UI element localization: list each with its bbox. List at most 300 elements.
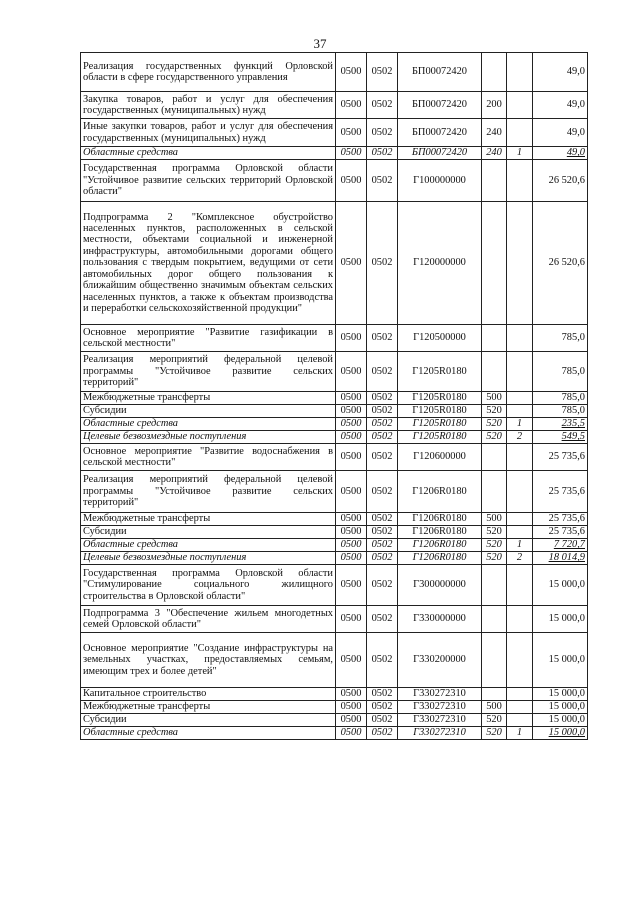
section-code: 0500 xyxy=(340,701,362,713)
target-article-code: Г120600000 xyxy=(413,451,466,463)
table-row xyxy=(81,633,588,688)
row-description: Областные средства xyxy=(83,727,179,739)
amount: 15 000,0 xyxy=(548,688,585,700)
section-code: 0500 xyxy=(340,579,362,591)
subsection-code: 0502 xyxy=(371,539,393,551)
amount: 549,5 xyxy=(561,431,585,443)
target-article-code-cell xyxy=(398,405,482,418)
row-description: Целевые безвозмездные поступления xyxy=(83,552,247,564)
amount: 15 000,0 xyxy=(548,579,585,591)
target-article-code: Г1205R0180 xyxy=(412,431,467,443)
subsection-code-cell xyxy=(367,714,398,727)
subsection-code: 0502 xyxy=(371,714,393,726)
target-article-code-cell xyxy=(398,539,482,552)
funding-source-code-cell xyxy=(507,701,533,714)
target-article-code: Г1206R0180 xyxy=(412,485,467,497)
funding-source-code-cell xyxy=(507,160,533,202)
expense-type-code-cell xyxy=(482,325,507,352)
amount-cell xyxy=(533,688,588,701)
target-article-code: Г1206R0180 xyxy=(412,552,467,564)
row-description: Субсидии xyxy=(83,714,127,726)
subsection-code: 0502 xyxy=(371,418,393,430)
subsection-code: 0502 xyxy=(371,147,393,159)
funding-source-code-cell xyxy=(507,606,533,633)
target-article-code-cell xyxy=(398,526,482,539)
section-code-cell xyxy=(336,160,367,202)
amount-cell xyxy=(533,513,588,526)
amount-cell xyxy=(533,325,588,352)
amount-cell xyxy=(533,526,588,539)
expense-type-code-cell xyxy=(482,526,507,539)
row-description: Подпрограмма 3 "Обеспечение жильем многодетных семей Орловской области" xyxy=(83,607,333,630)
amount-cell xyxy=(533,565,588,606)
expense-type-code: 520 xyxy=(486,431,502,443)
target-article-code: Г330272310 xyxy=(413,688,466,700)
section-code: 0500 xyxy=(340,539,362,551)
row-description-cell xyxy=(81,714,336,727)
amount: 49,0 xyxy=(566,126,585,138)
budget-table xyxy=(80,52,588,740)
subsection-code: 0502 xyxy=(371,174,393,186)
subsection-code: 0502 xyxy=(371,579,393,591)
target-article-code-cell xyxy=(398,325,482,352)
target-article-code-cell xyxy=(398,160,482,202)
section-code-cell xyxy=(336,392,367,405)
section-code-cell xyxy=(336,526,367,539)
expense-type-code-cell xyxy=(482,53,507,92)
table-row xyxy=(81,539,588,552)
expense-type-code: 520 xyxy=(486,539,502,551)
section-code-cell xyxy=(336,727,367,740)
section-code-cell xyxy=(336,352,367,392)
row-description-cell xyxy=(81,325,336,352)
funding-source-code-cell xyxy=(507,633,533,688)
amount: 18 014,9 xyxy=(548,552,585,564)
subsection-code: 0502 xyxy=(371,332,393,344)
row-description: Государственная программа Орловской области "Устойчивое развитие сельских территорий Орловской области" xyxy=(83,163,333,198)
row-description: Реализация государственных функций Орловской области в сфере государственного управления xyxy=(83,60,333,83)
funding-source-code-cell xyxy=(507,352,533,392)
table-row xyxy=(81,471,588,513)
subsection-code: 0502 xyxy=(371,552,393,564)
amount: 26 520,6 xyxy=(548,174,585,186)
target-article-code: Г1205R0180 xyxy=(412,418,467,430)
expense-type-code: 520 xyxy=(486,552,502,564)
section-code-cell xyxy=(336,552,367,565)
section-code: 0500 xyxy=(340,405,362,417)
target-article-code: БП00072420 xyxy=(411,66,468,78)
expense-type-code-cell xyxy=(482,147,507,160)
target-article-code-cell xyxy=(398,352,482,392)
table-row xyxy=(81,325,588,352)
expense-type-code-cell xyxy=(482,431,507,444)
target-article-code-cell xyxy=(398,606,482,633)
table-row xyxy=(81,392,588,405)
subsection-code: 0502 xyxy=(371,99,393,111)
expense-type-code: 520 xyxy=(486,526,502,538)
section-code: 0500 xyxy=(340,418,362,430)
expense-type-code: 520 xyxy=(486,405,502,417)
section-code: 0500 xyxy=(340,392,362,404)
expense-type-code-cell xyxy=(482,352,507,392)
row-description-cell xyxy=(81,418,336,431)
row-description-cell xyxy=(81,160,336,202)
funding-source-code-cell xyxy=(507,565,533,606)
row-description: Подпрограмма 2 "Комплексное обустройство населенных пунктов, расположенных в сельской местности, объектами социальной и инженерной инфраструктуры, автомобильными дорогами общего пользования с твердым покрытием, ведущими от сети автомобильных дорог общего пользования к ближайшим общественно значимым объектам сельских населенных пунктов, а также к объектам производства и переработки сельскохозяйственной продукции" xyxy=(83,211,333,314)
target-article-code-cell xyxy=(398,444,482,471)
expense-type-code-cell xyxy=(482,92,507,119)
row-description-cell xyxy=(81,552,336,565)
funding-source-code-cell xyxy=(507,526,533,539)
section-code: 0500 xyxy=(340,147,362,159)
amount: 25 735,6 xyxy=(548,526,585,538)
target-article-code-cell xyxy=(398,147,482,160)
subsection-code: 0502 xyxy=(371,526,393,538)
subsection-code: 0502 xyxy=(371,392,393,404)
target-article-code-cell xyxy=(398,53,482,92)
table-row xyxy=(81,714,588,727)
expense-type-code: 520 xyxy=(486,714,502,726)
section-code-cell xyxy=(336,633,367,688)
section-code-cell xyxy=(336,513,367,526)
target-article-code: Г330272310 xyxy=(413,727,466,739)
section-code-cell xyxy=(336,471,367,513)
row-description: Межбюджетные трансферты xyxy=(83,513,211,525)
section-code: 0500 xyxy=(340,365,362,377)
expense-type-code-cell xyxy=(482,418,507,431)
subsection-code-cell xyxy=(367,431,398,444)
amount: 15 000,0 xyxy=(548,613,585,625)
target-article-code: Г330200000 xyxy=(413,654,466,666)
target-article-code-cell xyxy=(398,119,482,147)
section-code: 0500 xyxy=(340,174,362,186)
row-description: Основное мероприятие "Развитие водоснабжения в сельской местности" xyxy=(83,445,333,468)
table-row xyxy=(81,119,588,147)
amount-cell xyxy=(533,92,588,119)
subsection-code-cell xyxy=(367,513,398,526)
section-code: 0500 xyxy=(340,451,362,463)
section-code-cell xyxy=(336,53,367,92)
table-row xyxy=(81,418,588,431)
amount-cell xyxy=(533,418,588,431)
subsection-code: 0502 xyxy=(371,701,393,713)
amount: 235,5 xyxy=(561,418,585,430)
target-article-code: Г1205R0180 xyxy=(412,365,467,377)
table-row xyxy=(81,526,588,539)
section-code: 0500 xyxy=(340,526,362,538)
amount: 49,0 xyxy=(566,147,585,159)
funding-source-code-cell xyxy=(507,405,533,418)
subsection-code: 0502 xyxy=(371,654,393,666)
row-description: Закупка товаров, работ и услуг для обеспечения государственных (муниципальных) нужд xyxy=(83,93,333,116)
row-description-cell xyxy=(81,405,336,418)
table-row xyxy=(81,565,588,606)
target-article-code: Г1206R0180 xyxy=(412,539,467,551)
subsection-code-cell xyxy=(367,606,398,633)
expense-type-code-cell xyxy=(482,633,507,688)
row-description-cell xyxy=(81,633,336,688)
funding-source-code: 1 xyxy=(516,727,523,739)
funding-source-code-cell xyxy=(507,202,533,325)
target-article-code-cell xyxy=(398,92,482,119)
amount: 785,0 xyxy=(561,392,585,404)
expense-type-code-cell xyxy=(482,513,507,526)
target-article-code: Г120000000 xyxy=(413,257,466,269)
row-description-cell xyxy=(81,471,336,513)
funding-source-code-cell xyxy=(507,727,533,740)
amount: 7 720,7 xyxy=(553,539,585,551)
target-article-code: Г330272310 xyxy=(413,714,466,726)
row-description-cell xyxy=(81,539,336,552)
amount-cell xyxy=(533,160,588,202)
amount-cell xyxy=(533,444,588,471)
table-row xyxy=(81,53,588,92)
funding-source-code-cell xyxy=(507,513,533,526)
row-description: Государственная программа Орловской области "Стимулирование социального жилищного строительства в Орловской области" xyxy=(83,567,333,602)
target-article-code-cell xyxy=(398,701,482,714)
expense-type-code-cell xyxy=(482,701,507,714)
amount-cell xyxy=(533,552,588,565)
expense-type-code: 500 xyxy=(486,513,502,525)
amount-cell xyxy=(533,701,588,714)
section-code: 0500 xyxy=(340,714,362,726)
amount: 785,0 xyxy=(561,332,585,344)
table-row xyxy=(81,147,588,160)
subsection-code-cell xyxy=(367,633,398,688)
funding-source-code-cell xyxy=(507,92,533,119)
row-description: Межбюджетные трансферты xyxy=(83,392,211,404)
section-code: 0500 xyxy=(340,613,362,625)
row-description-cell xyxy=(81,606,336,633)
subsection-code: 0502 xyxy=(371,431,393,443)
subsection-code-cell xyxy=(367,53,398,92)
row-description-cell xyxy=(81,92,336,119)
amount-cell xyxy=(533,539,588,552)
subsection-code: 0502 xyxy=(371,126,393,138)
target-article-code: БП00072420 xyxy=(411,147,468,159)
amount: 785,0 xyxy=(561,405,585,417)
target-article-code: БП00072420 xyxy=(411,126,468,138)
section-code: 0500 xyxy=(340,485,362,497)
amount: 26 520,6 xyxy=(548,257,585,269)
target-article-code: Г1206R0180 xyxy=(412,526,467,538)
target-article-code-cell xyxy=(398,202,482,325)
amount-cell xyxy=(533,392,588,405)
subsection-code: 0502 xyxy=(371,727,393,739)
section-code-cell xyxy=(336,119,367,147)
page-number: 37 xyxy=(313,36,327,51)
row-description-cell xyxy=(81,444,336,471)
expense-type-code: 500 xyxy=(486,392,502,404)
amount-cell xyxy=(533,471,588,513)
subsection-code-cell xyxy=(367,565,398,606)
funding-source-code-cell xyxy=(507,471,533,513)
expense-type-code-cell xyxy=(482,552,507,565)
row-description-cell xyxy=(81,526,336,539)
section-code-cell xyxy=(336,147,367,160)
row-description-cell xyxy=(81,147,336,160)
subsection-code: 0502 xyxy=(371,613,393,625)
target-article-code-cell xyxy=(398,552,482,565)
amount: 15 000,0 xyxy=(548,654,585,666)
row-description: Областные средства xyxy=(83,147,179,159)
target-article-code: Г1205R0180 xyxy=(412,392,467,404)
target-article-code: Г330272310 xyxy=(413,701,466,713)
amount: 15 000,0 xyxy=(548,714,585,726)
section-code-cell xyxy=(336,325,367,352)
subsection-code-cell xyxy=(367,160,398,202)
row-description: Субсидии xyxy=(83,405,127,417)
funding-source-code-cell xyxy=(507,392,533,405)
funding-source-code-cell xyxy=(507,53,533,92)
funding-source-code-cell xyxy=(507,325,533,352)
amount: 25 735,6 xyxy=(548,485,585,497)
expense-type-code: 500 xyxy=(486,701,502,713)
amount-cell xyxy=(533,147,588,160)
target-article-code: Г1206R0180 xyxy=(412,513,467,525)
section-code: 0500 xyxy=(340,99,362,111)
section-code: 0500 xyxy=(340,126,362,138)
amount-cell xyxy=(533,119,588,147)
expense-type-code-cell xyxy=(482,539,507,552)
section-code: 0500 xyxy=(340,513,362,525)
subsection-code-cell xyxy=(367,147,398,160)
amount-cell xyxy=(533,202,588,325)
row-description-cell xyxy=(81,701,336,714)
funding-source-code: 1 xyxy=(516,147,523,159)
table-row xyxy=(81,727,588,740)
subsection-code: 0502 xyxy=(371,451,393,463)
target-article-code-cell xyxy=(398,688,482,701)
table-row xyxy=(81,701,588,714)
subsection-code-cell xyxy=(367,119,398,147)
expense-type-code-cell xyxy=(482,202,507,325)
row-description: Реализация мероприятий федеральной целевой программы "Устойчивое развитие сельских территорий" xyxy=(83,474,333,509)
funding-source-code-cell xyxy=(507,714,533,727)
subsection-code: 0502 xyxy=(371,513,393,525)
expense-type-code-cell xyxy=(482,392,507,405)
section-code: 0500 xyxy=(340,688,362,700)
row-description: Областные средства xyxy=(83,539,179,551)
subsection-code-cell xyxy=(367,552,398,565)
table-row xyxy=(81,202,588,325)
funding-source-code-cell xyxy=(507,431,533,444)
subsection-code-cell xyxy=(367,202,398,325)
target-article-code: Г300000000 xyxy=(413,579,466,591)
row-description: Основное мероприятие "Создание инфраструктуры на земельных участках, предоставляемых семьям, имеющим трех и более детей" xyxy=(83,642,333,677)
expense-type-code-cell xyxy=(482,688,507,701)
section-code-cell xyxy=(336,714,367,727)
section-code-cell xyxy=(336,565,367,606)
amount: 785,0 xyxy=(561,365,585,377)
amount-cell xyxy=(533,53,588,92)
section-code-cell xyxy=(336,418,367,431)
table-body xyxy=(81,53,588,740)
expense-type-code-cell xyxy=(482,714,507,727)
row-description: Иные закупки товаров, работ и услуг для обеспечения государственных (муниципальных) нужд xyxy=(83,121,333,144)
section-code-cell xyxy=(336,539,367,552)
row-description-cell xyxy=(81,565,336,606)
subsection-code-cell xyxy=(367,352,398,392)
target-article-code-cell xyxy=(398,727,482,740)
amount-cell xyxy=(533,431,588,444)
subsection-code-cell xyxy=(367,418,398,431)
section-code: 0500 xyxy=(340,552,362,564)
subsection-code-cell xyxy=(367,688,398,701)
section-code-cell xyxy=(336,202,367,325)
funding-source-code-cell xyxy=(507,147,533,160)
row-description-cell xyxy=(81,688,336,701)
expense-type-code: 240 xyxy=(486,126,502,138)
target-article-code: Г330000000 xyxy=(413,613,466,625)
amount: 25 735,6 xyxy=(548,513,585,525)
subsection-code: 0502 xyxy=(371,257,393,269)
subsection-code: 0502 xyxy=(371,485,393,497)
section-code-cell xyxy=(336,606,367,633)
expense-type-code: 240 xyxy=(486,147,502,159)
row-description-cell xyxy=(81,352,336,392)
funding-source-code: 2 xyxy=(516,431,523,443)
target-article-code-cell xyxy=(398,714,482,727)
expense-type-code-cell xyxy=(482,444,507,471)
row-description-cell xyxy=(81,202,336,325)
expense-type-code: 520 xyxy=(486,418,502,430)
section-code-cell xyxy=(336,701,367,714)
section-code: 0500 xyxy=(340,332,362,344)
amount-cell xyxy=(533,352,588,392)
table-row xyxy=(81,552,588,565)
row-description: Основное мероприятие "Развитие газификации в сельской местности" xyxy=(83,326,333,349)
target-article-code-cell xyxy=(398,471,482,513)
amount-cell xyxy=(533,714,588,727)
row-description: Капитальное строительство xyxy=(83,688,207,700)
target-article-code: БП00072420 xyxy=(411,99,468,111)
amount-cell xyxy=(533,727,588,740)
section-code: 0500 xyxy=(340,66,362,78)
target-article-code: Г120500000 xyxy=(413,332,466,344)
subsection-code-cell xyxy=(367,471,398,513)
subsection-code: 0502 xyxy=(371,688,393,700)
table-row xyxy=(81,606,588,633)
subsection-code-cell xyxy=(367,539,398,552)
target-article-code-cell xyxy=(398,513,482,526)
row-description: Субсидии xyxy=(83,526,127,538)
subsection-code-cell xyxy=(367,701,398,714)
subsection-code-cell xyxy=(367,92,398,119)
subsection-code-cell xyxy=(367,392,398,405)
subsection-code-cell xyxy=(367,405,398,418)
target-article-code: Г1205R0180 xyxy=(412,405,467,417)
row-description: Реализация мероприятий федеральной целевой программы "Устойчивое развитие сельских территорий" xyxy=(83,354,333,389)
section-code-cell xyxy=(336,688,367,701)
row-description-cell xyxy=(81,53,336,92)
table-row xyxy=(81,160,588,202)
funding-source-code-cell xyxy=(507,688,533,701)
subsection-code-cell xyxy=(367,444,398,471)
section-code-cell xyxy=(336,444,367,471)
subsection-code-cell xyxy=(367,526,398,539)
amount: 49,0 xyxy=(566,99,585,111)
target-article-code-cell xyxy=(398,392,482,405)
table-row xyxy=(81,688,588,701)
section-code: 0500 xyxy=(340,257,362,269)
section-code: 0500 xyxy=(340,431,362,443)
funding-source-code-cell xyxy=(507,418,533,431)
row-description-cell xyxy=(81,727,336,740)
amount: 15 000,0 xyxy=(548,701,585,713)
section-code-cell xyxy=(336,431,367,444)
amount-cell xyxy=(533,606,588,633)
